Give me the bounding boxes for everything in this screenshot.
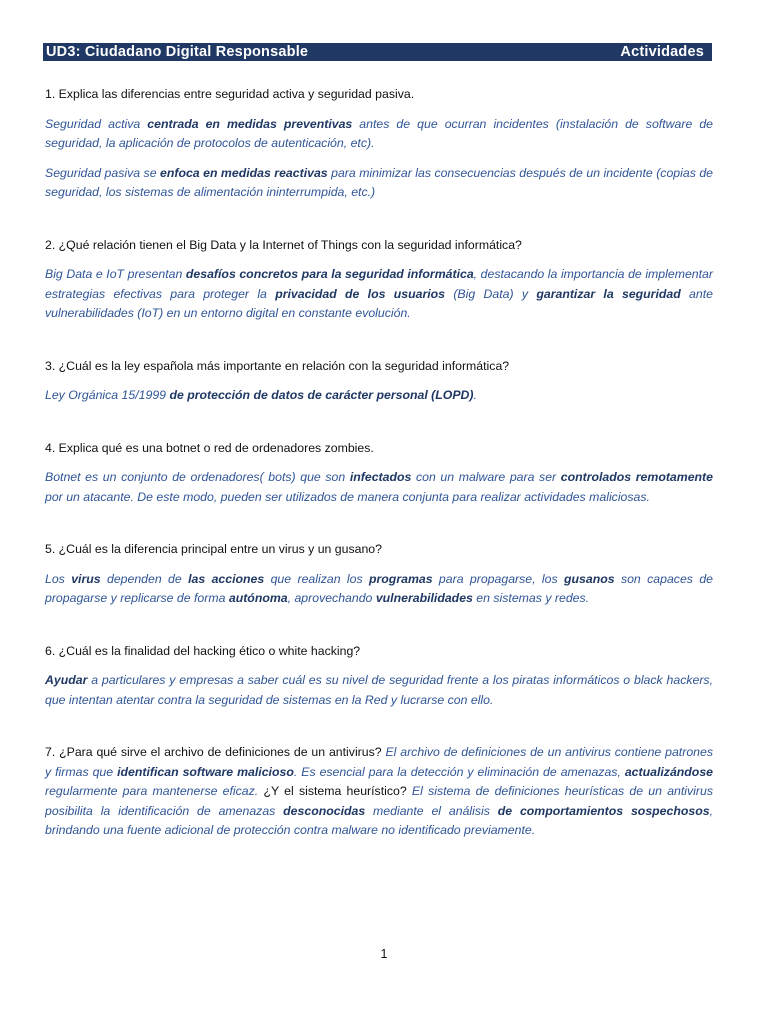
answer-segment: , aprovechando <box>287 591 376 605</box>
answer-text <box>45 115 713 154</box>
answer-segment: Seguridad activa <box>45 116 148 131</box>
answer-segment: , destacando la importancia de implementar estrategias efectivas para proteger la <box>45 267 713 301</box>
answer-emphasis: identifican software malicioso <box>117 764 294 779</box>
answer-segment: Botnet es un conjunto de ordenadores( bots) que son <box>45 470 350 484</box>
header-title: UD3: Ciudadano Digital Responsable <box>46 44 309 60</box>
question-text: 5. ¿Cuál es la diferencia principal entre un virus y un gusano? <box>45 542 382 556</box>
answer-segment: por un atacante. De este modo, pueden ser utilizados de manera conjunta para realizar actividades maliciosas. <box>45 489 650 504</box>
answer-emphasis: enfoca en medidas reactivas <box>160 165 328 180</box>
answer-emphasis: centrada en medidas preventivas <box>147 116 353 131</box>
answer-segment: regularmente para mantenerse eficaz. <box>45 784 259 798</box>
answer-segment: que realizan los <box>264 571 369 586</box>
answer-segment: dependen de <box>100 571 189 586</box>
answer-emphasis: desconocidas <box>283 803 366 818</box>
answer-segment: para propagarse, los <box>432 571 564 586</box>
answer-segment: Ley Orgánica 15/1999 <box>45 388 170 402</box>
answer-segment: , brindando una fuente adicional de protección contra malware no identificado previamente. <box>45 803 713 837</box>
question-list <box>45 85 713 743</box>
answer-emphasis: garantizar la seguridad <box>536 286 681 301</box>
question-block <box>45 642 713 711</box>
answer-segment: ante vulnerabilidades (IoT) en un entorno digital en constante evolución. <box>45 286 713 320</box>
answer-emphasis: virus <box>71 571 101 586</box>
question-text: 1. Explica las diferencias entre seguridad activa y seguridad pasiva. <box>45 87 415 101</box>
question-segment: 7. ¿Para qué sirve el archivo de definiciones de un antivirus? <box>45 745 386 759</box>
answer-segment: mediante el análisis <box>365 803 498 818</box>
answer-text <box>45 468 713 507</box>
answer-text <box>45 570 713 609</box>
question-segment: ¿Y el sistema heurístico? <box>258 784 412 798</box>
answer-segment: El archivo de definiciones de un antivirus contiene patrones y firmas que <box>45 745 713 779</box>
header-section: Actividades <box>620 44 704 60</box>
document-header <box>43 43 712 61</box>
answer-emphasis: infectados <box>349 470 412 484</box>
question-block <box>45 357 713 406</box>
page-number: 1 <box>380 947 388 961</box>
answer-segment: . <box>473 388 477 402</box>
answer-text <box>45 671 713 710</box>
question-text: 2. ¿Qué relación tienen el Big Data y la Internet of Things con la seguridad informática? <box>45 237 522 252</box>
answer-segment: antes de que ocurran incidentes (instalación de software de seguridad, la aplicación de protocolos de autenticación, etc). <box>45 116 713 150</box>
answer-segment: . Es esencial para la detección y eliminación de amenazas, <box>293 764 625 779</box>
answer-emphasis: privacidad de los usuarios <box>275 286 446 301</box>
answer-emphasis: gusanos <box>564 571 615 586</box>
question-text: 3. ¿Cuál es la ley española más importante en relación con la seguridad informática? <box>45 358 510 373</box>
answer-emphasis: autónoma <box>228 591 288 605</box>
answer-emphasis: las acciones <box>188 571 265 586</box>
answer-emphasis: actualizándose <box>624 764 713 779</box>
answer-text <box>45 164 713 203</box>
answer-segment: Seguridad pasiva se <box>45 165 161 180</box>
answer-segment: Los <box>45 571 72 586</box>
answer-emphasis: de protección de datos de carácter personal (LOPD) <box>169 388 474 402</box>
answer-segment: son capaces de propagarse y replicarse de forma <box>45 571 713 605</box>
answer-segment: (Big Data) y <box>445 286 537 301</box>
answer-emphasis: de comportamientos sospechosos <box>497 803 710 818</box>
answer-segment: a particulares y empresas a saber cuál es su nivel de seguridad frente a los piratas informáticos o black hackers, que intentan atentar contra la seguridad de sistemas en la Red y lucrarse con ello. <box>45 673 713 707</box>
answer-emphasis: desafíos concretos para la seguridad informática <box>185 267 474 281</box>
answer-segment: para minimizar las consecuencias después de un incidente (copias de seguridad, los sistemas de alimentación ininterrumpida, etc.) <box>45 165 713 199</box>
answer-text <box>45 265 713 324</box>
question-text: 6. ¿Cuál es la finalidad del hacking ético o white hacking? <box>45 643 361 658</box>
document-body <box>45 85 713 841</box>
answer-segment: en sistemas y redes. <box>472 591 590 605</box>
answer-emphasis: vulnerabilidades <box>375 591 473 605</box>
question-7 <box>45 743 713 841</box>
question-block <box>45 439 713 508</box>
answer-emphasis: controlados remotamente <box>560 470 713 484</box>
answer-segment: con un malware para ser <box>411 470 561 484</box>
question-block <box>45 540 713 609</box>
answer-emphasis: Ayudar <box>45 673 88 687</box>
question-text: 4. Explica qué es una botnet o red de ordenadores zombies. <box>45 440 374 455</box>
answer-text <box>45 386 713 406</box>
answer-emphasis: programas <box>369 571 433 586</box>
question-block <box>45 236 713 324</box>
answer-segment: Big Data e IoT presentan <box>45 267 186 281</box>
answer-segment: El sistema de definiciones heurísticas de un antivirus posibilita la identificación de amenazas <box>45 784 714 818</box>
question-block <box>45 85 713 203</box>
